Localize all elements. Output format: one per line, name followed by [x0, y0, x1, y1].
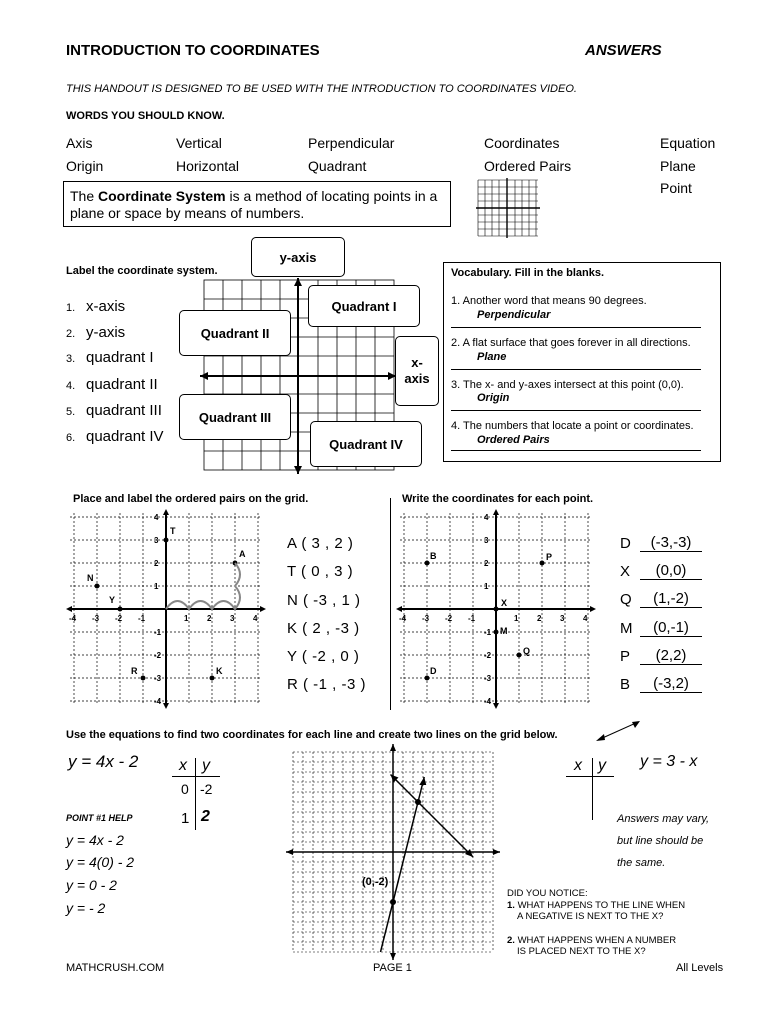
coordinate-answer: (2,2) — [640, 647, 702, 665]
vocab-answer: Origin — [451, 392, 701, 411]
quadrant-1-label-box: Quadrant I — [308, 285, 420, 327]
grid-icon — [476, 178, 540, 238]
notice-2: 2. WHAT HAPPENS WHEN A NUMBER — [507, 935, 677, 946]
note-line: Answers may vary, — [617, 813, 710, 825]
list-item: 2. y-axis — [66, 324, 126, 341]
word: Vertical — [176, 135, 222, 151]
x-tick-label: 1 — [184, 614, 189, 623]
y-tick-label: -1 — [484, 628, 492, 637]
arrow-up-icon — [493, 509, 499, 515]
footer-center: PAGE 1 — [373, 962, 412, 974]
y-tick-label: 1 — [484, 582, 489, 591]
x-tick-label: 4 — [583, 614, 588, 623]
point-letter: B — [620, 676, 631, 693]
point-Q — [517, 653, 522, 658]
ordered-pair: T ( 0 , 3 ) — [287, 563, 354, 580]
equation-1: y = 4x - 2 — [68, 752, 139, 771]
definition-box — [63, 181, 451, 227]
point-label: R — [131, 666, 138, 676]
y-tick-label: 3 — [484, 536, 489, 545]
definition-term: Coordinate System — [98, 188, 226, 204]
word: Ordered Pairs — [484, 158, 572, 174]
quadrant-4-label-box: Quadrant IV — [310, 421, 422, 467]
help-line: y = 4x - 2 — [66, 832, 124, 848]
vocab-answer: Ordered Pairs — [451, 434, 701, 451]
table-x-header: x — [179, 757, 187, 774]
x-tick-label: -4 — [399, 614, 407, 623]
point-T — [164, 538, 169, 543]
word: Plane — [660, 158, 696, 174]
note-line: but line should be — [617, 835, 704, 847]
word: Perpendicular — [308, 135, 395, 151]
words-heading: WORDS YOU SHOULD KNOW. — [66, 110, 225, 122]
note-line: the same. — [617, 857, 666, 869]
point-label: K — [216, 666, 223, 676]
y-tick-label: -4 — [154, 697, 162, 706]
table-y-header: y — [202, 757, 210, 774]
point-letter: Q — [620, 591, 632, 608]
arrow-right-icon — [260, 606, 266, 612]
definition-pre: The — [70, 188, 99, 204]
table-cell: 0 — [181, 781, 189, 797]
coordinate-answer: (0,-1) — [640, 619, 702, 637]
vocab-question: 2. A flat surface that goes forever in all directions. — [451, 337, 691, 349]
ordered-pair: R ( -1 , -3 ) — [287, 676, 367, 693]
point-Y — [118, 607, 123, 612]
table-rule — [172, 776, 220, 777]
arrow-up-icon — [390, 744, 396, 751]
ordered-pair: A ( 3 , 2 ) — [287, 535, 354, 552]
vocab-question: 4. The numbers that locate a point or coordinates. — [451, 420, 694, 432]
table2-divider — [592, 758, 593, 820]
x-tick-label: -1 — [468, 614, 476, 623]
coordinate-answer: (-3,2) — [640, 675, 702, 693]
table2-rule — [566, 776, 614, 777]
point-B — [425, 561, 430, 566]
table-cell: 1 — [181, 810, 190, 827]
y-tick-label: 4 — [154, 513, 159, 522]
word: Horizontal — [176, 158, 240, 174]
footer-right: All Levels — [676, 962, 724, 974]
point-X — [494, 607, 499, 612]
y-tick-label: -4 — [484, 697, 492, 706]
y-tick-label: -2 — [154, 651, 162, 660]
point-label: X — [501, 598, 508, 608]
table-cell: 2 — [201, 808, 210, 825]
help-line: y = - 2 — [66, 900, 106, 916]
arrow-right-icon — [493, 849, 500, 855]
x-tick-label: -1 — [138, 614, 146, 623]
ordered-pair: K ( 2 , -3 ) — [287, 620, 360, 637]
coordinate-answer: (-3,-3) — [640, 534, 702, 552]
ordered-pair: Y ( -2 , 0 ) — [287, 648, 360, 665]
word: Axis — [66, 135, 93, 151]
x-tick-label: -3 — [92, 614, 100, 623]
table2-x-header: x — [574, 757, 582, 774]
x-tick-label: -4 — [69, 614, 77, 623]
section-divider — [390, 498, 391, 710]
point-letter: P — [620, 648, 631, 665]
point-label: P — [546, 552, 553, 562]
list-item: 5. quadrant III — [66, 402, 162, 419]
point-label: A — [239, 549, 246, 559]
arrow-left-icon — [66, 606, 72, 612]
point-0-neg2 — [390, 899, 396, 905]
x-tick-label: -2 — [445, 614, 453, 623]
table-divider — [195, 758, 196, 830]
arrow-down-icon — [163, 703, 169, 709]
point-label: Y — [109, 595, 116, 605]
subtitle: THIS HANDOUT IS DESIGNED TO BE USED WITH THE INTRODUCTION TO COORDINATES VIDEO. — [66, 83, 577, 95]
label-heading: Label the coordinate system. — [66, 265, 218, 277]
y-tick-label: 2 — [484, 559, 489, 568]
equation-grid — [286, 744, 500, 960]
arrow-down-icon — [390, 953, 396, 960]
coordinate-answer: (1,-2) — [640, 590, 702, 608]
y-tick-label: 3 — [154, 536, 159, 545]
vocab-question: 3. The x- and y-axes intersect at this point (0,0). — [451, 379, 684, 391]
double-arrow-icon — [594, 718, 642, 744]
point-letter: D — [620, 535, 631, 552]
point-1-2 — [415, 799, 421, 805]
point-label: T — [170, 526, 176, 536]
x-tick-label: -3 — [422, 614, 430, 623]
word: Point — [660, 180, 692, 196]
table2-y-header: y — [598, 757, 606, 774]
coordinate-answer: (0,0) — [640, 562, 702, 580]
vocab-question: 1. Another word that means 90 degrees. — [451, 295, 647, 307]
notice-2b: IS PLACED NEXT TO THE X? — [517, 946, 646, 957]
point-label: N — [87, 573, 94, 583]
x-tick-label: 4 — [253, 614, 258, 623]
point-letter: M — [620, 620, 633, 637]
vocab-heading: Vocabulary. Fill in the blanks. — [451, 267, 605, 279]
y-tick-label: -2 — [484, 651, 492, 660]
y-tick-label: -1 — [154, 628, 162, 637]
ordered-pair: N ( -3 , 1 ) — [287, 592, 361, 609]
arrow-up-icon — [419, 777, 426, 785]
word: Quadrant — [308, 158, 367, 174]
point-D — [425, 676, 430, 681]
point-P — [540, 561, 545, 566]
list-item: 1. x-axis — [66, 298, 126, 315]
equation-heading: Use the equations to find two coordinates for each line and create two lines on the grid below. — [66, 729, 558, 741]
x-tick-label: 2 — [207, 614, 212, 623]
arrow-right-icon — [590, 606, 596, 612]
notice-1: 1. WHAT HAPPENS TO THE LINE WHEN — [507, 900, 686, 911]
definition-post: is a method of locating points in a plane or space by means of numbers. — [70, 188, 438, 221]
y-tick-label: 2 — [154, 559, 159, 568]
point-label: D — [430, 666, 437, 676]
x-axis-label-box: x- axis — [395, 336, 439, 406]
table-cell: -2 — [200, 781, 213, 797]
y-tick-label: 1 — [154, 582, 159, 591]
vocab-answer: Plane — [451, 351, 701, 370]
point-M — [494, 630, 499, 635]
arrow-left-icon — [396, 606, 402, 612]
help-title: POINT #1 HELP — [66, 813, 133, 823]
help-line: y = 4(0) - 2 — [66, 854, 135, 870]
vocab-answer: Perpendicular — [451, 309, 701, 328]
point-K — [210, 676, 215, 681]
list-item: 6. quadrant IV — [66, 428, 164, 445]
list-item: 3. quadrant I — [66, 349, 154, 366]
x-tick-label: -2 — [115, 614, 123, 623]
list-item: 4. quadrant II — [66, 376, 158, 393]
help-line: y = 0 - 2 — [66, 877, 117, 893]
page-title: INTRODUCTION TO COORDINATES — [66, 42, 320, 59]
word: Coordinates — [484, 135, 560, 151]
point-N — [95, 584, 100, 589]
point-label: Q — [523, 646, 531, 656]
place-heading: Place and label the ordered pairs on the grid. — [73, 493, 309, 505]
point-label: B — [430, 551, 437, 561]
word: Equation — [660, 135, 716, 151]
arrow-up-icon — [163, 509, 169, 515]
x-tick-label: 2 — [537, 614, 542, 623]
point-letter: X — [620, 563, 631, 580]
write-heading: Write the coordinates for each point. — [402, 493, 594, 505]
notice-title: DID YOU NOTICE: — [507, 888, 588, 899]
place-grid — [70, 512, 266, 712]
y-axis-label-box: y-axis — [251, 237, 345, 277]
x-tick-label: 1 — [514, 614, 519, 623]
quadrant-3-label-box: Quadrant III — [179, 394, 291, 440]
arrow-left-icon — [286, 849, 293, 855]
y-tick-label: -3 — [484, 674, 492, 683]
answers-label: ANSWERS — [585, 42, 662, 59]
arrow-down-icon — [493, 703, 499, 709]
point-label: (0,-2) — [362, 876, 389, 888]
quadrant-2-label-box: Quadrant II — [179, 310, 291, 356]
y-tick-label: 4 — [484, 513, 489, 522]
notice-1b: A NEGATIVE IS NEXT TO THE X? — [517, 911, 664, 922]
y-tick-label: -3 — [154, 674, 162, 683]
x-tick-label: 3 — [560, 614, 565, 623]
footer-left: MATHCRUSH.COM — [66, 962, 165, 974]
equation-2: y = 3 - x — [640, 753, 698, 770]
write-grid — [400, 512, 596, 712]
word: Origin — [66, 158, 104, 174]
x-tick-label: 3 — [230, 614, 235, 623]
point-label: M — [500, 626, 508, 636]
point-R — [141, 676, 146, 681]
